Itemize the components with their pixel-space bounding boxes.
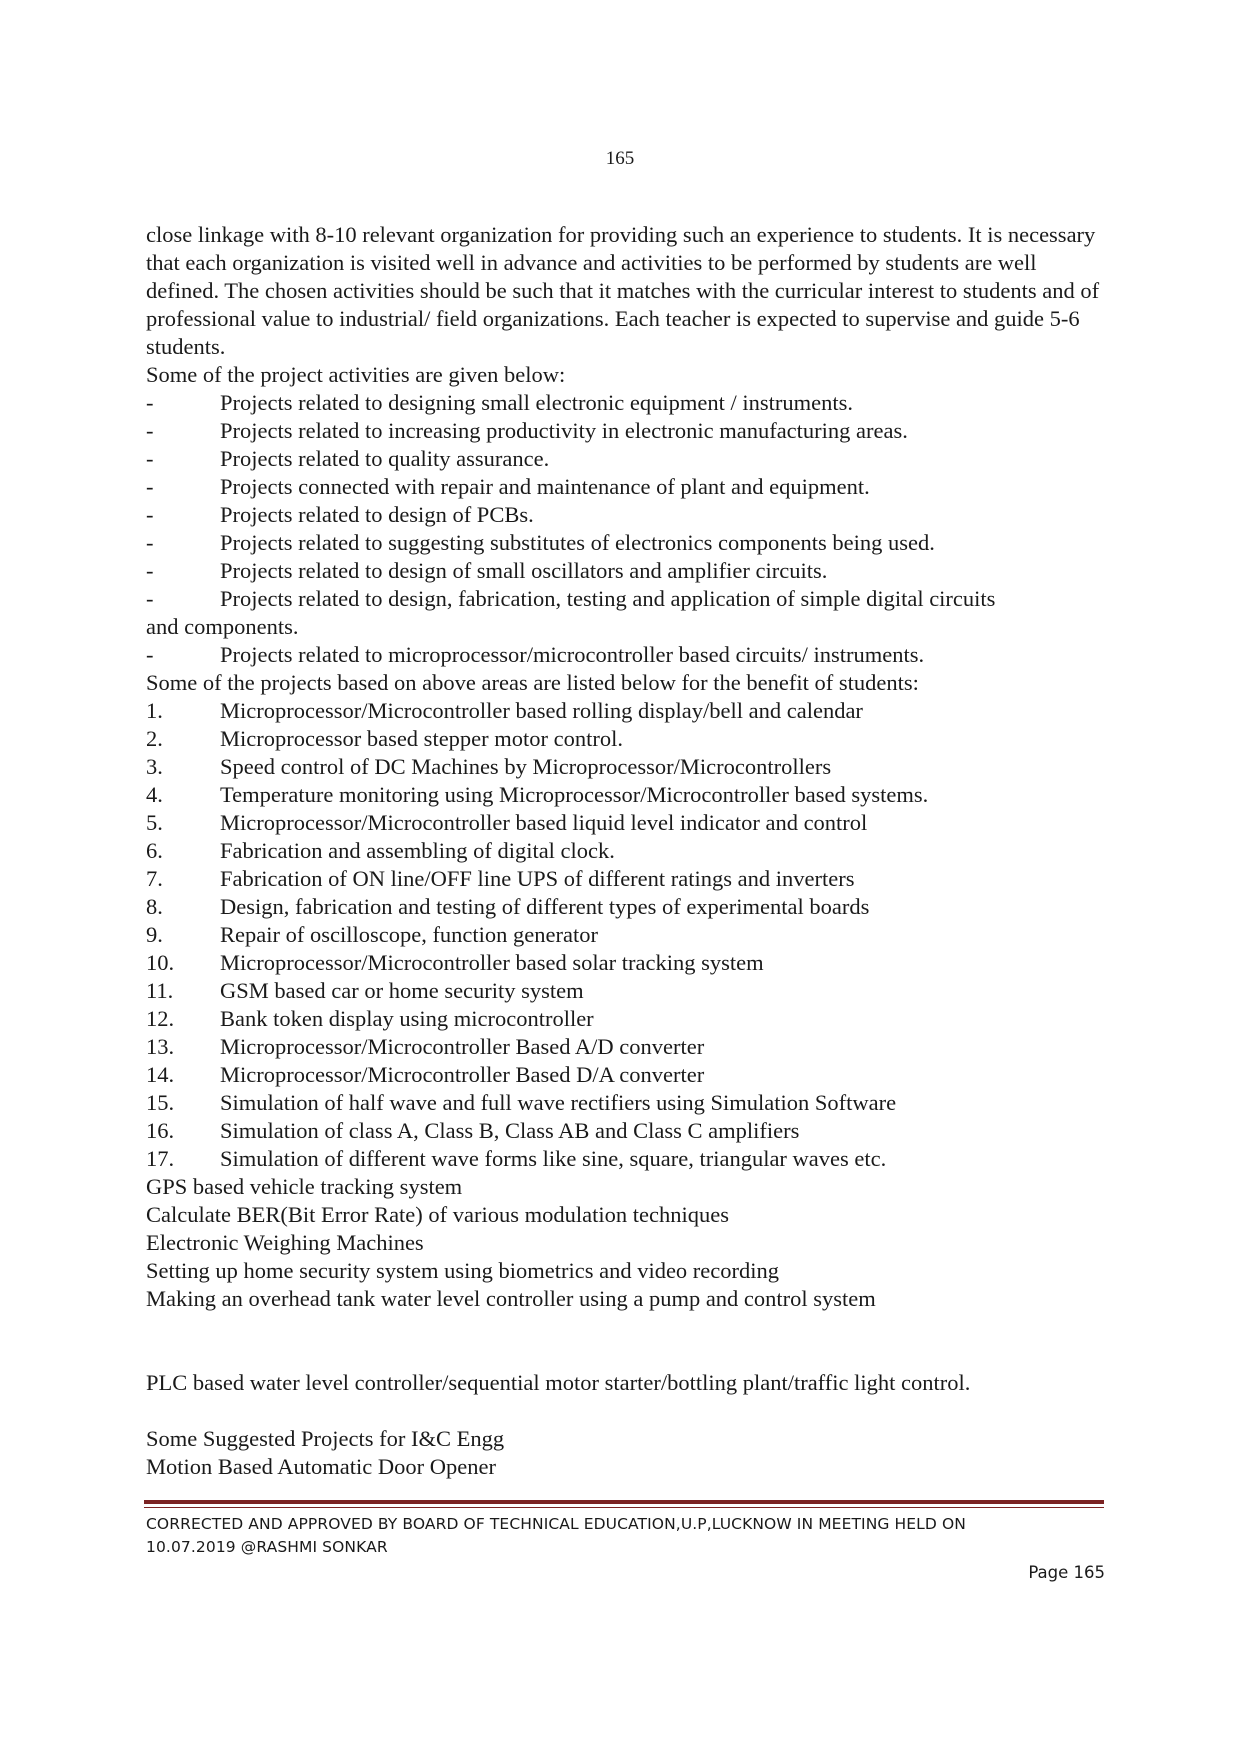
project-number: 17. (146, 1146, 175, 1171)
footer-note-line2: 10.07.2019 @RASHMI SONKAR (146, 1538, 388, 1556)
ic-heading: Some Suggested Projects for I&C Engg (146, 1426, 505, 1451)
project-number: 2. (146, 726, 163, 751)
activities-intro: Some of the project activities are given below: (146, 362, 566, 387)
project-number: 1. (146, 698, 163, 723)
project-item (146, 1117, 1106, 1145)
activity-bullet: - (146, 642, 154, 667)
project-item (146, 1145, 1106, 1173)
project-item (146, 1005, 1106, 1033)
project-text: Repair of oscilloscope, function generator (220, 922, 598, 947)
project-item (146, 809, 1106, 837)
page-number-header: 165 (605, 148, 635, 169)
activity-bullet: - (146, 530, 154, 555)
activity-text: Projects related to design of small oscillators and amplifier circuits. (220, 558, 828, 583)
project-text: Temperature monitoring using Microprocessor/Microcontroller based systems. (220, 782, 929, 807)
activities-list (146, 389, 1106, 669)
project-item (146, 893, 1106, 921)
activity-text-continuation: and components. (146, 614, 299, 639)
activity-item (146, 445, 1106, 473)
extra-project-item: Electronic Weighing Machines (146, 1230, 424, 1255)
project-text: Simulation of half wave and full wave rectifiers using Simulation Software (220, 1090, 897, 1115)
project-text: Simulation of different wave forms like sine, square, triangular waves etc. (220, 1146, 887, 1171)
activity-item (146, 529, 1106, 557)
activity-bullet: - (146, 558, 154, 583)
activity-item (146, 473, 1106, 501)
project-text: Speed control of DC Machines by Microprocessor/Microcontrollers (220, 754, 832, 779)
project-item (146, 865, 1106, 893)
project-text: Microprocessor/Microcontroller Based D/A converter (220, 1062, 705, 1087)
plc-line: PLC based water level controller/sequential motor starter/bottling plant/traffic light control. (146, 1370, 971, 1395)
footer-rule (144, 1500, 1104, 1504)
project-item (146, 977, 1106, 1005)
activity-bullet: - (146, 446, 154, 471)
projects-intro: Some of the projects based on above areas are listed below for the benefit of students: (146, 670, 919, 695)
project-number: 9. (146, 922, 163, 947)
project-item (146, 781, 1106, 809)
footer-note-line1: CORRECTED AND APPROVED BY BOARD OF TECHNICAL EDUCATION,U.P,LUCKNOW IN MEETING HELD ON (146, 1515, 966, 1533)
project-text: GSM based car or home security system (220, 978, 584, 1003)
extra-projects-list (146, 1173, 1106, 1313)
project-text: Bank token display using microcontroller (220, 1006, 594, 1031)
extra-project-item: GPS based vehicle tracking system (146, 1174, 463, 1199)
activity-text: Projects related to suggesting substitutes of electronics components being used. (220, 530, 935, 555)
projects-list (146, 697, 1106, 1173)
project-text: Microprocessor/Microcontroller based rolling display/bell and calendar (220, 698, 863, 723)
project-item (146, 949, 1106, 977)
activity-item (146, 585, 1106, 613)
extra-project-item: Calculate BER(Bit Error Rate) of various modulation techniques (146, 1202, 729, 1227)
activity-text: Projects related to design of PCBs. (220, 502, 534, 527)
project-text: Fabrication of ON line/OFF line UPS of different ratings and inverters (220, 866, 855, 891)
project-text: Microprocessor/Microcontroller Based A/D converter (220, 1034, 705, 1059)
footer-page-number: Page 165 (1028, 1563, 1105, 1582)
project-number: 11. (146, 978, 174, 1003)
activity-text: Projects related to increasing productivity in electronic manufacturing areas. (220, 418, 908, 443)
project-number: 6. (146, 838, 163, 863)
project-item (146, 753, 1106, 781)
activity-text: Projects related to microprocessor/microcontroller based circuits/ instruments. (220, 642, 925, 667)
ic-first-item: Motion Based Automatic Door Opener (146, 1454, 496, 1479)
activity-bullet: - (146, 586, 154, 611)
project-text: Microprocessor/Microcontroller based solar tracking system (220, 950, 764, 975)
project-item (146, 1061, 1106, 1089)
activity-item (146, 389, 1106, 417)
project-number: 3. (146, 754, 163, 779)
project-item (146, 1089, 1106, 1117)
footer-note (146, 1513, 1106, 1559)
project-number: 4. (146, 782, 163, 807)
activity-item (146, 641, 1106, 669)
project-text: Fabrication and assembling of digital clock. (220, 838, 615, 863)
intro-paragraph: close linkage with 8-10 relevant organization for providing such an experience to students. It is necessary that each organization is visited well in advance and activities to be performed by students are well defined. The chosen activities should be such that it matches with the curricular interest to students and of professional value to industrial/ field organizations. Each teacher is expected to supervise and guide 5-6 students. (146, 222, 1100, 359)
project-item (146, 697, 1106, 725)
project-number: 15. (146, 1090, 175, 1115)
activity-item (146, 501, 1106, 529)
project-number: 13. (146, 1034, 175, 1059)
extra-project-item: Setting up home security system using biometrics and video recording (146, 1258, 780, 1283)
activity-text: Projects related to design, fabrication, testing and application of simple digital circuits (220, 586, 996, 611)
project-item (146, 837, 1106, 865)
activity-bullet: - (146, 418, 154, 443)
project-text: Design, fabrication and testing of different types of experimental boards (220, 894, 870, 919)
project-number: 7. (146, 866, 163, 891)
project-text: Microprocessor/Microcontroller based liquid level indicator and control (220, 810, 868, 835)
document-body (146, 221, 1106, 1481)
activity-bullet: - (146, 390, 154, 415)
project-item (146, 1033, 1106, 1061)
activity-text: Projects related to quality assurance. (220, 446, 550, 471)
activity-bullet: - (146, 474, 154, 499)
project-number: 8. (146, 894, 163, 919)
activity-bullet: - (146, 502, 154, 527)
project-number: 14. (146, 1062, 175, 1087)
project-number: 5. (146, 810, 163, 835)
project-item (146, 725, 1106, 753)
extra-project-item: Making an overhead tank water level controller using a pump and control system (146, 1286, 876, 1311)
activity-text: Projects related to designing small electronic equipment / instruments. (220, 390, 853, 415)
project-text: Simulation of class A, Class B, Class AB and Class C amplifiers (220, 1118, 800, 1143)
project-text: Microprocessor based stepper motor control. (220, 726, 624, 751)
project-item (146, 921, 1106, 949)
activity-item (146, 417, 1106, 445)
footer-rule-thin (144, 1507, 1104, 1508)
project-number: 10. (146, 950, 175, 975)
project-number: 12. (146, 1006, 175, 1031)
activity-item (146, 557, 1106, 585)
activity-text: Projects connected with repair and maintenance of plant and equipment. (220, 474, 870, 499)
project-number: 16. (146, 1118, 175, 1143)
